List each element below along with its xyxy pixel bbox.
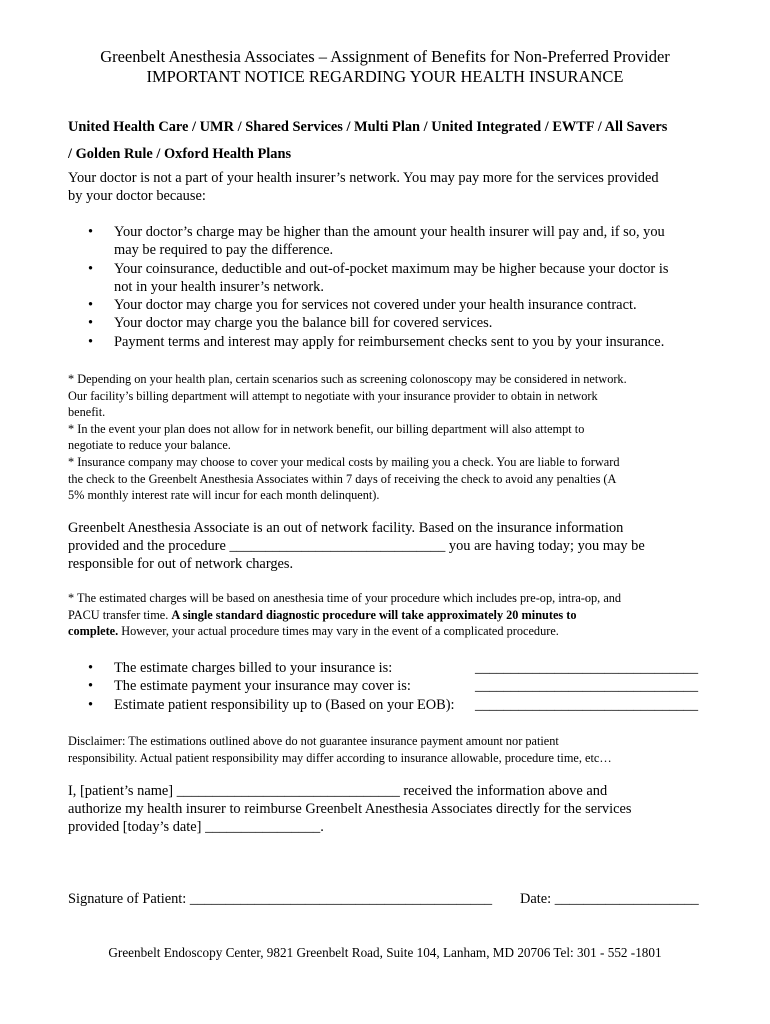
note-line: * Insurance company may choose to cover your medical costs by mailing you a check. You are liable to forward — [68, 454, 620, 469]
estimate-item — [68, 696, 708, 714]
estimate-charges-label: • The estimate charges billed to your insurance is: — [114, 660, 393, 676]
signature-label: Signature of Patient: — [68, 891, 190, 907]
patient-responsibility-field[interactable]: _______________________________ — [475, 696, 699, 713]
reason-item: • Your doctor may charge you the balance bill for covered services. — [68, 314, 708, 332]
estimate-item — [68, 677, 708, 695]
reason-item: • Your doctor may charge you for services not covered under your health insurance contract. — [68, 296, 708, 314]
reason-item: • Your coinsurance, deductible and out-of-pocket maximum may be higher because your doctor is not in your health insurer’s network. — [68, 260, 708, 297]
date-group — [520, 890, 699, 908]
estimate-payment-label: • The estimate payment your insurance may cover is: — [114, 678, 411, 695]
insurance-plans-list — [68, 114, 708, 168]
note-line: 5% monthly interest rate will incur for each month delinquent). — [68, 488, 380, 503]
estimates-list — [68, 659, 708, 714]
reasons-list — [68, 223, 708, 351]
authorization-paragraph: I, [patient’s name] _______________________________ received the information above and authorize my health insurer to reimburse Greenbelt Anesthesia Associates directly for the services provided [today’s date] ________________. — [68, 783, 632, 835]
procedure-field[interactable]: ______________________________ — [229, 538, 446, 554]
note-line: * In the event your plan does not allow for in network benefit, our billing department will also attempt to — [68, 421, 585, 436]
intro-paragraph — [68, 169, 708, 205]
signature-date-field[interactable]: ____________________ — [554, 891, 699, 907]
footnotes — [68, 371, 708, 504]
patient-responsibility-label: • Estimate patient responsibility up to (Based on your EOB): — [114, 696, 455, 713]
note-line: the check to the Greenbelt Anesthesia Associates within 7 days of receiving the check to avoid any penalties (A — [68, 471, 617, 486]
notice-heading: IMPORTANT NOTICE REGARDING YOUR HEALTH INSURANCE — [146, 67, 624, 86]
todays-date-field[interactable]: ________________ — [205, 819, 321, 835]
note-line: negotiate to reduce your balance. — [68, 438, 231, 453]
estimate-note: * The estimated charges will be based on anesthesia time of your procedure which includes pre-op, intra-op, and PACU transfer time. A single standard diagnostic procedure will take approximately 20 minutes to complete. However, your actual procedure times may vary in the event of a complicated procedure. — [68, 591, 622, 639]
disclaimer: Disclaimer: The estimations outlined above do not guarantee insurance payment amount nor patient responsibility. Actual patient responsibility may differ according to insurance allowable, procedure time, etc… — [68, 734, 612, 765]
footer-address: Greenbelt Endoscopy Center, 9821 Greenbelt Road, Suite 104, Lanham, MD 20706 Tel: 301 - 552 -1801 — [108, 945, 662, 960]
estimate-charges-field[interactable]: _______________________________ — [475, 660, 699, 676]
signature-field[interactable]: __________________________________________ — [189, 891, 493, 907]
note-line: * Depending on your health plan, certain scenarios such as screening colonoscopy may be considered in network. — [68, 372, 627, 386]
estimate-payment-field[interactable]: _______________________________ — [475, 678, 699, 695]
date-label: Date: — [520, 891, 555, 907]
signature-row — [68, 890, 708, 908]
plans-line-2: / Golden Rule / Oxford Health Plans — [68, 146, 292, 162]
reason-item: • Your doctor’s charge may be higher than the amount your health insurer will pay and, if so, you may be required to pay the difference. — [68, 223, 708, 260]
patient-name-field[interactable]: _______________________________ — [176, 783, 400, 799]
reason-item: • Payment terms and interest may apply for reimbursement checks sent to you by your insurance. — [68, 333, 708, 351]
intro-line-1: Your doctor is not a part of your health insurer’s network. You may pay more for the services provided — [68, 170, 659, 186]
plans-line-1: United Health Care / UMR / Shared Services / Multi Plan / United Integrated / EWTF / All Savers — [68, 119, 668, 135]
note-line: benefit. — [68, 405, 106, 420]
document-title: Greenbelt Anesthesia Associates – Assignment of Benefits for Non-Preferred Provider — [100, 47, 670, 66]
out-of-network-paragraph: Greenbelt Anesthesia Associate is an out of network facility. Based on the insurance information provided and the procedure ______________________________ you are having today; you may be responsible for out of network charges. — [68, 520, 645, 572]
estimate-item — [68, 659, 708, 677]
note-line: Our facility’s billing department will attempt to negotiate with your insurance provider to obtain in network — [68, 388, 598, 403]
intro-line-2: by your doctor because: — [68, 188, 206, 204]
